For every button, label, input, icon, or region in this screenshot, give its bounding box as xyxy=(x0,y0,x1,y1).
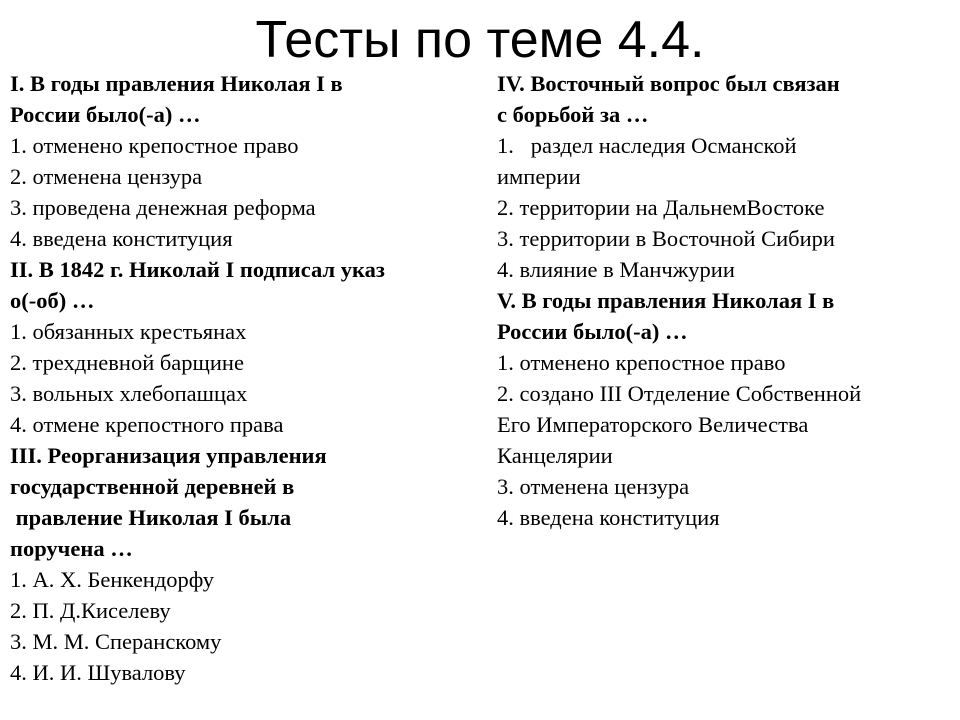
question-5-text xyxy=(497,285,952,347)
question-block-2 xyxy=(10,254,480,440)
question-2-answers xyxy=(10,316,480,440)
answer-option: 1. обязанных крестьянах xyxy=(10,319,247,344)
page-title: Тесты по теме 4.4. xyxy=(255,11,705,69)
question-3-line-3: правление Николая I была xyxy=(10,505,292,530)
answer-option: 1. раздел наследия Османской xyxy=(497,133,797,158)
question-1-line-2: России было(-а) … xyxy=(10,102,201,127)
answer-option: 4. введена конституция xyxy=(497,505,720,530)
question-5-line-1: V. В годы правления Николая I в xyxy=(497,288,835,313)
question-3-answers xyxy=(10,564,480,688)
question-block-3 xyxy=(10,440,480,688)
answer-option: 2. территории на ДальнемВостоке xyxy=(497,195,825,220)
answer-option: 1. А. Х. Бенкендорфу xyxy=(10,567,215,592)
left-column xyxy=(10,68,480,688)
answer-option-continuation: Его Императорского Величества xyxy=(497,412,809,437)
answer-option: 4. отмене крепостного права xyxy=(10,412,284,437)
question-2-line-2: о(-об) … xyxy=(10,288,95,313)
answer-option: 1. отменено крепостное право xyxy=(497,350,786,375)
answer-option: 3. территории в Восточной Сибири xyxy=(497,226,835,251)
answer-option: 2. П. Д.Киселеву xyxy=(10,598,171,623)
answer-option: 4. введена конституция xyxy=(10,226,233,251)
answer-option-continuation: Канцелярии xyxy=(497,443,613,468)
question-3-line-4: поручена … xyxy=(10,536,133,561)
question-5-answers xyxy=(497,347,952,533)
answer-option: 2. создано III Отделение Собственной xyxy=(497,381,862,406)
question-1-text xyxy=(10,68,480,130)
question-3-line-1: III. Реорганизация управления xyxy=(10,443,327,468)
right-column xyxy=(497,68,952,533)
question-1-answers xyxy=(10,130,480,254)
answer-option: 2. отменена цензура xyxy=(10,164,203,189)
answer-option: 1. отменено крепостное право xyxy=(10,133,299,158)
answer-option: 3. отменена цензура xyxy=(497,474,690,499)
question-block-4 xyxy=(497,68,952,285)
answer-option: 3. М. М. Сперанскому xyxy=(10,629,222,654)
question-2-text xyxy=(10,254,480,316)
question-3-line-2: государственной деревней в xyxy=(10,474,295,499)
question-5-line-2: России было(-а) … xyxy=(497,319,688,344)
answer-option: 2. трехдневной барщине xyxy=(10,350,244,375)
question-2-line-1: II. В 1842 г. Николай I подписал указ xyxy=(10,257,385,282)
question-4-answers xyxy=(497,130,952,285)
answer-option: 4. влияние в Манчжурии xyxy=(497,257,735,282)
question-4-text xyxy=(497,68,952,130)
answer-option-continuation: империи xyxy=(497,164,581,189)
answer-option: 3. проведена денежная реформа xyxy=(10,195,316,220)
question-4-line-1: IV. Восточный вопрос был связан xyxy=(497,71,840,96)
question-block-5 xyxy=(497,285,952,533)
question-3-text xyxy=(10,440,480,564)
question-1-line-1: I. В годы правления Николая I в xyxy=(10,71,343,96)
answer-option: 3. вольных хлебопашцах xyxy=(10,381,248,406)
question-block-1 xyxy=(10,68,480,254)
answer-option: 4. И. И. Шувалову xyxy=(10,660,186,685)
question-4-line-2: с борьбой за … xyxy=(497,102,649,127)
